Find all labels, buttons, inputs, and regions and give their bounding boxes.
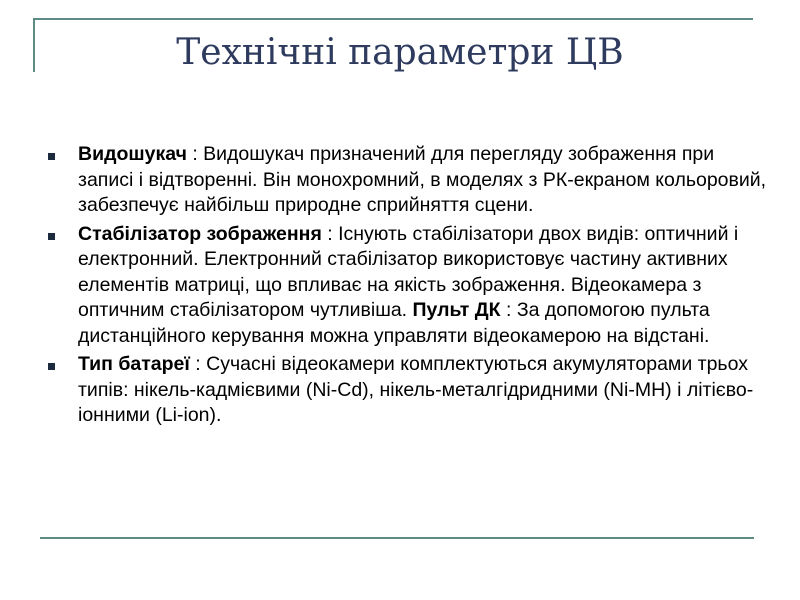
bullet-text: : Сучасні відеокамери комплектуються акумуляторами трьох типів: нікель-кадмієвими (Ni-Cd), нікель-металгідридними (Ni-MH) і літієво-іонними (Li-ion). — [78, 353, 754, 426]
bullet-item-battery — [48, 352, 768, 429]
square-bullet-icon — [48, 153, 55, 160]
bullet-list — [48, 142, 768, 432]
bullet-text: : Існують стабілізатори двох видів: оптичний і електронний. Електронний стабілізатор використовує частину активних елементів матриці, що впливає на якість зображення. Відеокамера з оптичним стабілізатором чутливіша. — [78, 222, 739, 321]
bottom-divider — [40, 537, 754, 539]
bullet-item-stabilizer — [48, 222, 768, 350]
bullet-term-remote: Пульт ДК — [412, 299, 501, 321]
bullet-text: : Видошукач призначений для перегляду зображення при записі і відтворенні. Він монохромний, в моделях з РК-екраном кольоровий, забезпечує найбільш природне сприйняття сцени. — [78, 143, 767, 216]
bullet-term: Видошукач — [78, 143, 187, 165]
square-bullet-icon — [48, 233, 55, 240]
bullet-term: Стабілізатор зображення — [78, 222, 322, 245]
square-bullet-icon — [48, 363, 55, 370]
slide-title: Технічні параметри ЦВ — [176, 32, 624, 73]
bullet-text-remote: : За допомогою пульта дистанційного керування можна управляти відеокамерою на відстані. — [78, 299, 710, 347]
top-divider — [33, 18, 753, 20]
bullet-item-viewfinder — [48, 142, 768, 219]
bullet-term: Тип батареї — [78, 353, 190, 375]
